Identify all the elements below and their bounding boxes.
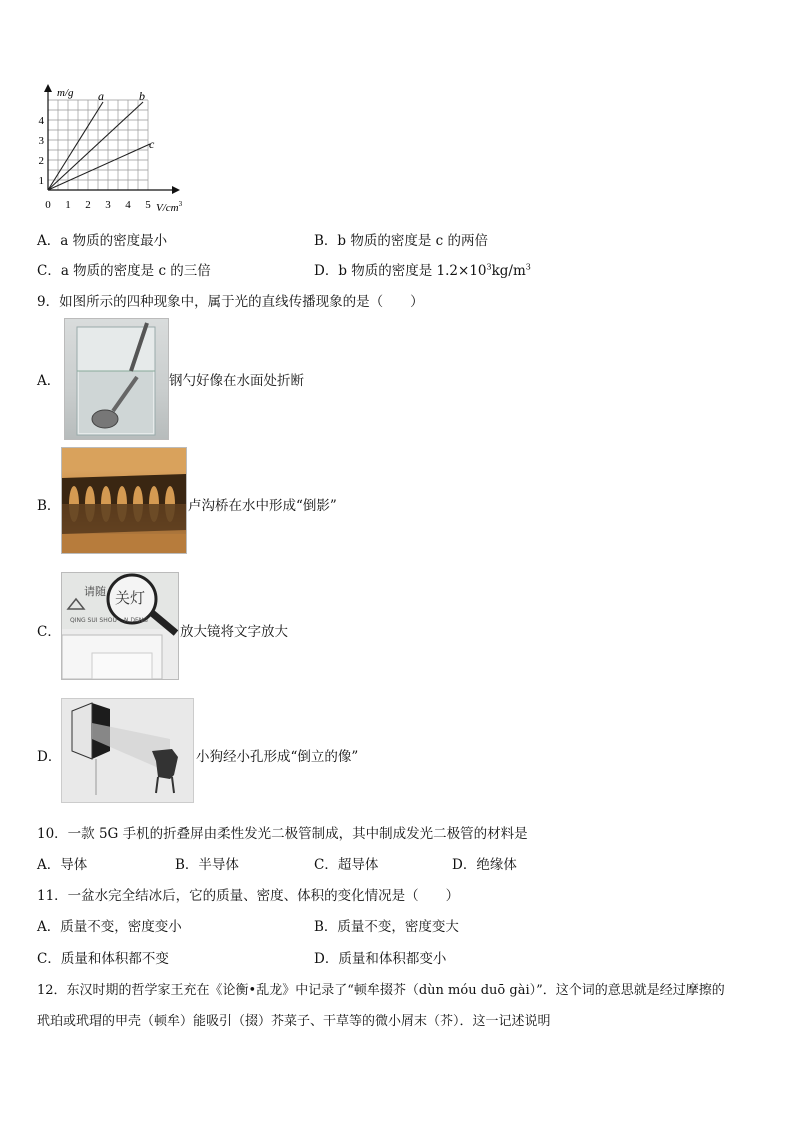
- q9-option-c-letter: C．: [37, 624, 61, 640]
- q12-line-1: 12．东汉时期的哲学家王充在《论衡•乱龙》中记录了“顿牟掇芥（dùn móu duō gài）”．这个词的意思就是经过摩擦的: [37, 983, 725, 998]
- x-tick-4: 4: [125, 199, 131, 211]
- sign-pinyin-2: N DENG: [124, 617, 148, 624]
- spoon-glass-svg: [65, 319, 168, 439]
- y-tick-3: 3: [38, 135, 44, 147]
- q9-option-c-text: 放大镜将文字放大: [180, 624, 288, 640]
- q9-stem: 9．如图所示的四种现象中，属于光的直线传播现象的是（ ）: [37, 294, 424, 310]
- x-tick-1: 1: [65, 199, 71, 211]
- q12-line-2: 玳珀或玳瑁的甲壳（顿牟）能吸引（掇）芥菜子、干草等的微小屑末（芥）．这一记述说明: [37, 1014, 551, 1029]
- y-axis-label: m/g: [57, 87, 74, 99]
- magnified-text: 关灯: [115, 589, 146, 607]
- graph-lines: [48, 102, 150, 190]
- x-tick-origin: 0: [45, 199, 51, 211]
- q9-option-a-letter: A．: [37, 373, 61, 389]
- q11-option-a: A．质量不变，密度变小: [37, 919, 182, 935]
- y-tick-1: 1: [38, 175, 44, 187]
- mass-volume-graph: [30, 84, 200, 216]
- y-axis-arrow: [44, 84, 52, 92]
- pinhole-svg: [62, 699, 193, 802]
- q10-stem: 10．一款 5G 手机的折叠屏由柔性发光二极管制成，其中制成发光二极管的材料是: [37, 826, 528, 842]
- q10-option-b: B．半导体: [175, 857, 239, 873]
- q8-option-a: A．a 物质的密度最小: [37, 233, 168, 249]
- q11-option-d: D．质量和体积都变小: [314, 951, 447, 967]
- pinhole-dog-image: [61, 698, 194, 803]
- q8-option-c: C．a 物质的密度是 c 的三倍: [37, 263, 211, 279]
- graph-svg: [30, 84, 200, 216]
- q9-option-d-text: 小狗经小孔形成“倒立的像”: [196, 749, 359, 765]
- q10-option-a: A．导体: [37, 857, 88, 873]
- sign-text: 请随: [84, 585, 106, 598]
- q8-option-b: B．b 物质的密度是 c 的两倍: [314, 233, 488, 249]
- x-tick-5: 5: [145, 199, 151, 211]
- line-c: [48, 144, 150, 190]
- bridge-reflection-image: [61, 447, 187, 554]
- q9-option-b-letter: B．: [37, 498, 61, 514]
- q11-stem: 11．一盆水完全结冰后，它的质量、密度、体积的变化情况是（ ）: [37, 888, 460, 904]
- q10-option-d: D．绝缘体: [452, 857, 517, 873]
- x-tick-3: 3: [105, 199, 111, 211]
- bridge-svg: [62, 448, 186, 553]
- q11-option-c: C．质量和体积都不变: [37, 951, 169, 967]
- line-b: [48, 102, 143, 190]
- q8-option-d: D．b 物质的密度是 $1.2\times 10^3kg/m^3$: [314, 262, 531, 279]
- q9-option-a-text: 钢勺好像在水面处折断: [169, 373, 304, 389]
- line-label-c: c: [149, 137, 155, 151]
- q9-option-b-text: 卢沟桥在水中形成“倒影”: [188, 498, 337, 514]
- y-tick-2: 2: [38, 155, 44, 167]
- x-axis-arrow: [172, 186, 180, 194]
- line-label-b: b: [139, 89, 145, 103]
- q10-option-c: C．超导体: [314, 857, 379, 873]
- y-tick-4: 4: [38, 115, 44, 127]
- q11-option-b: B．质量不变，密度变大: [314, 919, 459, 935]
- line-label-a: a: [98, 89, 104, 103]
- q9-option-d-letter: D．: [37, 749, 62, 765]
- sign-pinyin: QING SUI SHOU: [70, 617, 117, 624]
- spoon-in-glass-image: [64, 318, 169, 440]
- magnifier-image: [61, 572, 179, 680]
- x-tick-2: 2: [85, 199, 91, 211]
- x-axis-label: $V/cm^3$: [156, 200, 183, 214]
